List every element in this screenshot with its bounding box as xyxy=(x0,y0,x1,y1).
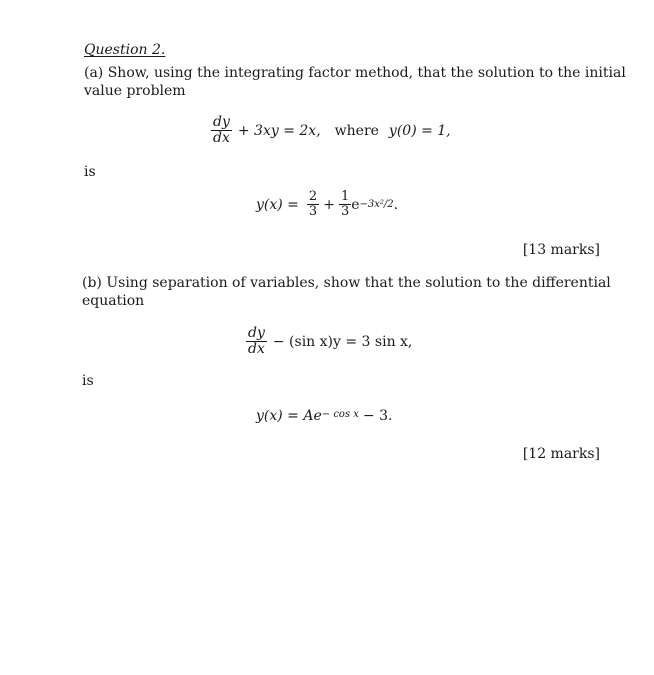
initial-condition: y(0) = 1, xyxy=(388,122,451,139)
solution-rest: − 3. xyxy=(362,408,393,424)
part-a-equation-1 xyxy=(211,115,451,147)
fraction-two-thirds xyxy=(307,190,319,220)
fraction-denominator: dx xyxy=(213,130,230,147)
fraction-denominator: 3 xyxy=(340,204,350,220)
part-a-text-line1: (a) Show, using the integrating factor method, that the solution to the initial xyxy=(84,65,626,81)
fraction-denominator: dx xyxy=(248,341,265,358)
fraction-denominator: 3 xyxy=(308,204,318,220)
plus-sign: + xyxy=(323,196,335,213)
end-period: . xyxy=(393,196,399,213)
solution-lhs: y(x) = Ae xyxy=(256,408,322,424)
part-a-text-line2: value problem xyxy=(84,83,186,99)
fraction-numerator: 2 xyxy=(308,189,318,204)
part-b-text-line2: equation xyxy=(82,293,145,309)
part-b-equation-1 xyxy=(246,326,412,358)
part-a-equation-2 xyxy=(256,190,398,220)
equation-rest: + 3xy = 2x, xyxy=(237,122,321,139)
fraction-numerator: dy xyxy=(213,114,230,130)
question-title: Question 2. xyxy=(84,42,166,58)
part-b-marks: [12 marks] xyxy=(522,446,600,462)
fraction-one-third xyxy=(339,190,351,220)
part-a-marks: [13 marks] xyxy=(522,242,600,258)
exp-power: −3x²/2 xyxy=(359,199,394,211)
part-a-is: is xyxy=(84,164,96,180)
fraction-numerator: dy xyxy=(248,325,265,341)
part-b-text-line1: (b) Using separation of variables, show that the solution to the differential xyxy=(82,275,611,291)
part-b-is: is xyxy=(82,373,94,389)
exp-power: − cos x xyxy=(321,408,359,420)
where-word: where xyxy=(334,122,379,139)
fraction-numerator: 1 xyxy=(340,189,350,204)
equation-rest: − (sin x)y = 3 sin x, xyxy=(272,333,413,350)
part-b-equation-2 xyxy=(256,408,392,424)
derivative-fraction xyxy=(211,115,232,147)
solution-lhs: y(x) = xyxy=(256,196,299,213)
exp-base: e xyxy=(351,196,360,213)
derivative-fraction xyxy=(246,326,267,358)
